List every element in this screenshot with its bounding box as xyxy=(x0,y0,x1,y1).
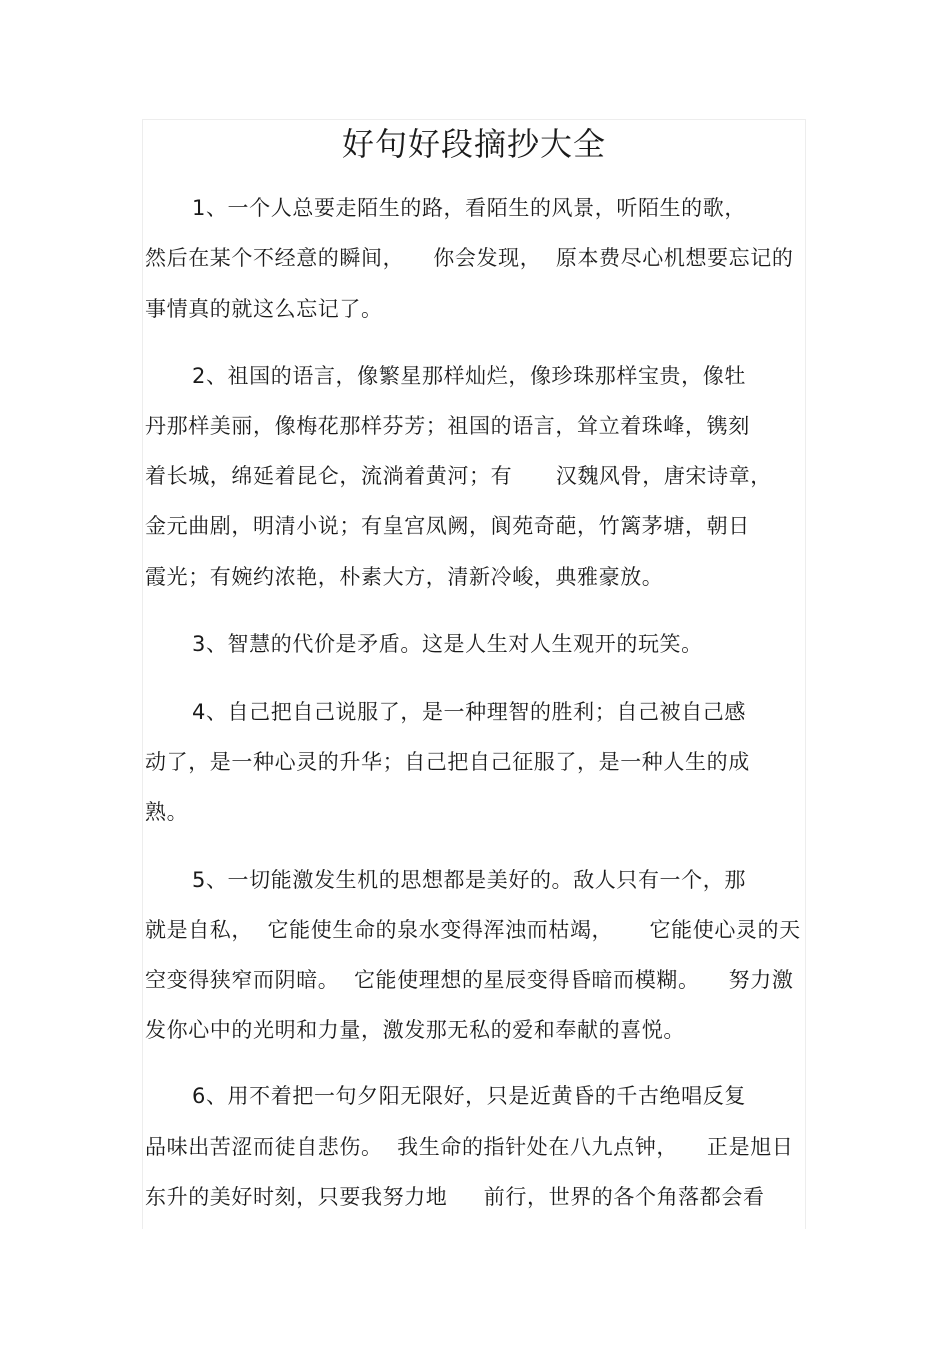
paragraph-1-line-1: 1、一个人总要走陌生的路，看陌生的风景，听陌生的歌， xyxy=(192,196,746,220)
document-title: 好句好段摘抄大全 xyxy=(341,125,606,163)
paragraph-2-line-3: 着长城，绵延着昆仑，流淌着黄河；有 汉魏风骨，唐宋诗章， xyxy=(145,464,772,488)
paragraph-5-line-3: 空变得狭窄而阴暗。 它能使理想的星辰变得昏暗而模糊。 努力激 xyxy=(145,968,794,992)
paragraph-4-line-2: 动了，是一种心灵的升华；自己把自己征服了，是一种人生的成 xyxy=(145,750,750,774)
paragraph-5-line-2: 就是自私， 它能使生命的泉水变得浑浊而枯竭， 它能使心灵的天 xyxy=(145,918,801,942)
paragraph-2-line-4: 金元曲剧，明清小说；有皇宫凤阙，阆苑奇葩，竹篱茅塘，朝日 xyxy=(145,514,750,538)
paragraph-2-line-1: 2、祖国的语言，像繁星那样灿烂，像珍珠那样宝贵，像牡 xyxy=(192,364,746,388)
paragraph-1-line-3: 事情真的就这么忘记了。 xyxy=(145,297,383,321)
paragraph-5-line-4: 发你心中的光明和力量，激发那无私的爱和奉献的喜悦。 xyxy=(145,1018,685,1042)
paragraph-6-line-2: 品味出苦涩而徒自悲伤。 我生命的指针处在八九点钟， 正是旭日 xyxy=(145,1135,794,1159)
paragraph-6-line-1: 6、用不着把一句夕阳无限好，只是近黄昏的千古绝唱反复 xyxy=(192,1084,746,1108)
paragraph-2-line-5: 霞光；有婉约浓艳，朴素大方，清新冷峻，典雅豪放。 xyxy=(145,565,664,589)
paragraph-4-line-3: 熟。 xyxy=(145,800,189,824)
page-frame xyxy=(142,119,806,1229)
paragraph-2-line-2: 丹那样美丽，像梅花那样芬芳；祖国的语言，耸立着珠峰，镌刻 xyxy=(145,414,750,438)
paragraph-5-line-1: 5、一切能激发生机的思想都是美好的。敌人只有一个，那 xyxy=(192,868,746,892)
paragraph-6-line-3: 东升的美好时刻，只要我努力地 前行，世界的各个角落都会看 xyxy=(145,1185,765,1209)
paragraph-3-line-1: 3、智慧的代价是矛盾。这是人生对人生观开的玩笑。 xyxy=(192,632,703,656)
paragraph-1-line-2: 然后在某个不经意的瞬间， 你会发现， 原本费尽心机想要忘记的 xyxy=(145,246,794,270)
paragraph-4-line-1: 4、自己把自己说服了，是一种理智的胜利；自己被自己感 xyxy=(192,700,746,724)
